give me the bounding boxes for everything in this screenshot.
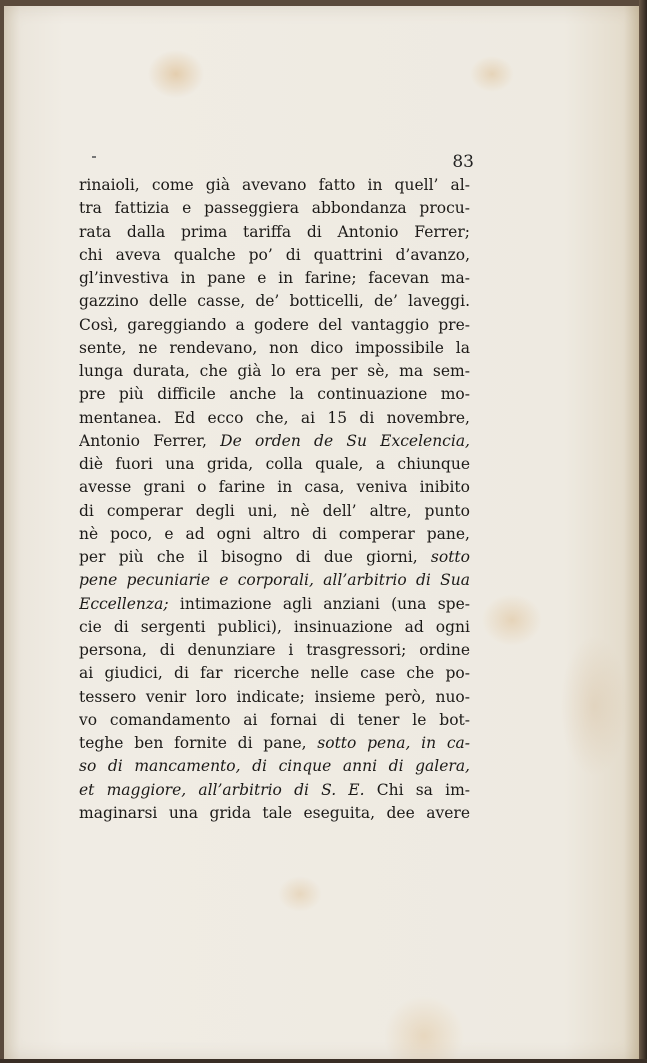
text-line [79,546,470,569]
text-line [79,244,470,267]
text-line [79,500,470,523]
text-segment: Così, gareggiando a godere del vantaggio pre- [79,315,470,334]
ink-speck [92,156,96,158]
text-line [79,616,470,639]
text-line [79,686,470,709]
text-segment: Antonio Ferrer, [79,431,221,450]
italic-text: et maggiore, all’arbitrio di S. E. [79,780,365,799]
italic-text: pene pecuniarie e corporali, all’arbitrio di Sua [79,571,470,590]
text-line [79,453,470,476]
paper-sheet [4,6,640,1060]
text-segment: rinaioli, come già avevano fatto in quell’ al- [79,176,470,194]
text-line [79,221,470,244]
text-line [79,523,470,546]
text-segment: nè poco, e ad ogni altro di comperar pane, [79,524,470,543]
text-line [79,476,470,499]
text-line [79,732,470,755]
text-segment: sente, ne rendevano, non dico impossibile la [79,338,470,357]
text-line [79,779,470,802]
text-segment: per più che il bisogno di due giorni, [79,548,431,566]
text-line [79,290,470,313]
text-line [79,662,470,685]
italic-text: De orden de Su Excelencia, [220,431,470,450]
text-line [79,569,470,592]
book-edge [639,0,647,1063]
text-segment: avesse grani o farine in casa, veniva inibito [79,478,470,497]
text-line [79,430,470,453]
text-segment: pre più difficile anche la continuazione mo- [79,385,470,404]
text-segment: di comperar degli uni, nè dell’ altre, punto [79,501,470,520]
text-segment: Chi sa im- [364,780,470,799]
text-segment: mentanea. Ed ecco che, ai 15 di novembre, [79,408,470,427]
text-segment: tessero venir loro indicate; insieme però, nuo- [79,687,470,706]
text-segment: ai giudici, di far ricerche nelle case che po- [79,664,470,683]
italic-text: Eccellenza; [79,594,169,613]
text-segment: gazzino delle casse, de’ botticelli, de’ laveggi. [79,292,470,311]
text-segment: teghe ben fornite di pane, [79,734,318,752]
text-line [79,197,470,220]
text-line [79,593,470,616]
text-segment: chi aveva qualche po’ di quattrini d’avanzo, [79,245,470,264]
text-segment: intimazione agli anziani (una spe- [168,594,470,613]
text-segment: lunga durata, che già lo era per sè, ma sem- [79,362,470,380]
text-segment: rata dalla prima tariffa di Antonio Ferrer; [79,222,470,241]
text-line [79,337,470,360]
text-segment: vo comandamento ai fornai di tener le bot- [79,710,470,729]
text-segment: tra fattizia e passeggiera abbondanza procu- [79,199,470,218]
text-segment: maginarsi una grida tale eseguita, dee avere [79,803,470,822]
page-number: 83 [452,152,474,172]
text-segment: diè fuori una grida, colla quale, a chiunque [79,455,470,473]
body-text [79,174,470,825]
text-segment: gl’investiva in pane e in farine; facevan ma- [79,269,470,287]
italic-text: sotto [430,548,470,566]
text-line [79,639,470,662]
text-line [79,383,470,406]
text-line [79,314,470,337]
text-line [79,802,470,825]
text-segment: persona, di denunziare i trasgressori; ordine [79,641,470,659]
text-line [79,755,470,778]
text-line [79,709,470,732]
book-edge-bottom [0,1059,647,1063]
text-line [79,174,470,197]
text-line [79,267,470,290]
text-line [79,407,470,430]
italic-text: sotto pena, in ca- [317,734,470,752]
text-segment: cie di sergenti publici), insinuazione ad ogni [79,617,470,636]
italic-text: so di mancamento, di cinque anni di galera, [79,757,470,776]
text-line [79,360,470,383]
